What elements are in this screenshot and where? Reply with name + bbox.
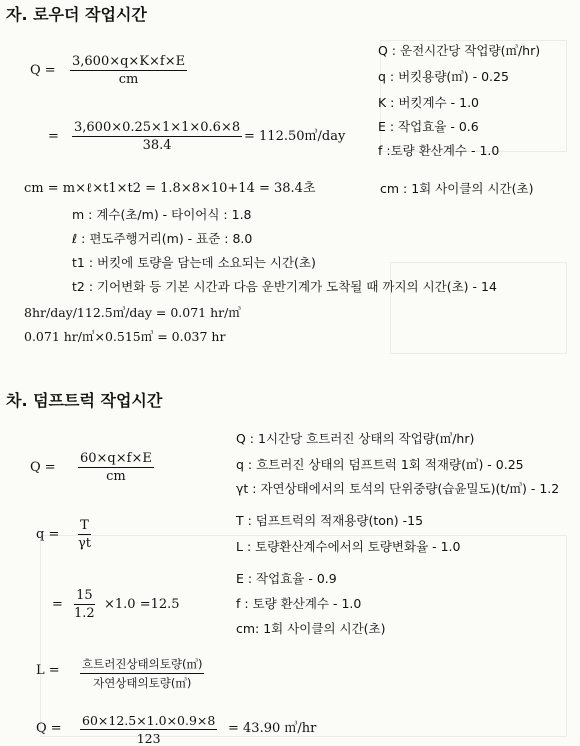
calculation-line-2: 0.071 hr/㎥×0.515㎥ = 0.037 hr bbox=[24, 329, 226, 344]
definition-gamma-t: γt : 자연상태에서의 토석의 단위중량(습윤밀도)(t/㎥) - 1.2 bbox=[236, 481, 560, 496]
background-ghost-table bbox=[390, 262, 567, 354]
cm-equation: cm = m×ℓ×t1×t2 = 1.8×8×10+14 = 38.4초 bbox=[24, 181, 316, 196]
formula-final-result: = 43.90 ㎥/hr bbox=[228, 721, 317, 736]
formula-q-label: Q = bbox=[30, 63, 56, 78]
fraction-denominator: 123 bbox=[136, 731, 161, 746]
formula-q2-substituted-fraction bbox=[74, 588, 95, 621]
fraction-denominator: cm bbox=[118, 72, 139, 87]
equals-sign: = bbox=[52, 597, 63, 612]
definition-T: T : 덤프트럭의 적재용량(ton) -15 bbox=[236, 513, 424, 528]
definition-Q: Q : 운전시간당 작업량(㎥/hr) bbox=[378, 43, 541, 58]
formula-q2-result: ×1.0 =12.5 bbox=[104, 597, 180, 612]
fraction-numerator: 60×12.5×1.0×0.9×8 bbox=[82, 713, 216, 728]
definition-K: K : 버킷계수 - 1.0 bbox=[378, 95, 479, 110]
definition-l: ℓ : 편도주행거리(m) - 표준 : 8.0 bbox=[72, 231, 253, 246]
formula-final-q-fraction bbox=[80, 713, 217, 746]
formula-L-fraction bbox=[80, 656, 204, 691]
formula-q-label: Q = bbox=[30, 460, 56, 475]
definition-f: f : 토량 환산계수 - 1.0 bbox=[236, 596, 362, 611]
definition-f: f :토량 환산계수 - 1.0 bbox=[378, 143, 500, 158]
definition-t1: t1 : 버킷에 토량을 담는데 소요되는 시간(초) bbox=[72, 255, 316, 270]
definition-m: m : 계수(초/m) - 타이어식 : 1.8 bbox=[72, 207, 252, 222]
formula-result: = 112.50㎥/day bbox=[244, 129, 346, 144]
equals-sign: = bbox=[48, 129, 59, 144]
definition-E: E : 작업효율 - 0.9 bbox=[236, 571, 337, 586]
definition-t2: t2 : 기어변화 등 기본 시간과 다음 운반기계가 도착될 때 까지의 시간(초) - 14 bbox=[72, 279, 497, 294]
definition-q: q : 흐트러진 상태의 덤프트럭 1회 적재량(㎥) - 0.25 bbox=[236, 457, 524, 472]
definition-Q: Q : 1시간당 흐트러진 상태의 작업량(㎥/hr) bbox=[236, 431, 475, 446]
fraction-numerator: 흐트러진상태의토량(㎥) bbox=[80, 656, 204, 674]
fraction-numerator: 15 bbox=[76, 588, 93, 603]
fraction-denominator: 38.4 bbox=[142, 138, 172, 153]
definition-E: E : 작업효율 - 0.6 bbox=[378, 119, 479, 134]
fraction-numerator: T bbox=[80, 518, 89, 533]
formula-substituted-fraction bbox=[72, 120, 242, 153]
section-title-loader: 자. 로우더 작업시간 bbox=[6, 5, 147, 24]
fraction-numerator: 3,600×0.25×1×1×0.6×8 bbox=[74, 120, 241, 135]
definition-L: L : 토량환산계수에서의 토량변화율 - 1.0 bbox=[236, 539, 461, 554]
formula-q2-label: q = bbox=[36, 527, 60, 542]
fraction-numerator: 3,600×q×K×f×E bbox=[72, 54, 186, 69]
calculation-line-1: 8hr/day/112.5㎥/day = 0.071 hr/㎥ bbox=[24, 305, 241, 320]
formula-q-fraction bbox=[78, 451, 154, 484]
fraction-numerator: 60×q×f×E bbox=[80, 451, 152, 466]
fraction-denominator: cm bbox=[106, 469, 126, 484]
definition-cm: cm: 1회 사이클의 시간(초) bbox=[236, 621, 386, 636]
fraction-denominator: 1.2 bbox=[74, 606, 95, 621]
fraction-denominator: 자연상태의토량(㎥) bbox=[93, 676, 192, 690]
formula-final-q-label: Q = bbox=[36, 721, 62, 736]
formula-q-fraction bbox=[70, 54, 187, 87]
definition-cm: cm : 1회 사이클의 시간(초) bbox=[380, 181, 534, 196]
formula-L-label: L = bbox=[36, 663, 60, 678]
fraction-denominator: γt bbox=[78, 536, 91, 551]
section-title-dump-truck: 차. 덤프트럭 작업시간 bbox=[6, 391, 163, 410]
formula-q2-fraction bbox=[78, 518, 91, 551]
definition-q: q : 버킷용량(㎥) - 0.25 bbox=[378, 69, 509, 84]
